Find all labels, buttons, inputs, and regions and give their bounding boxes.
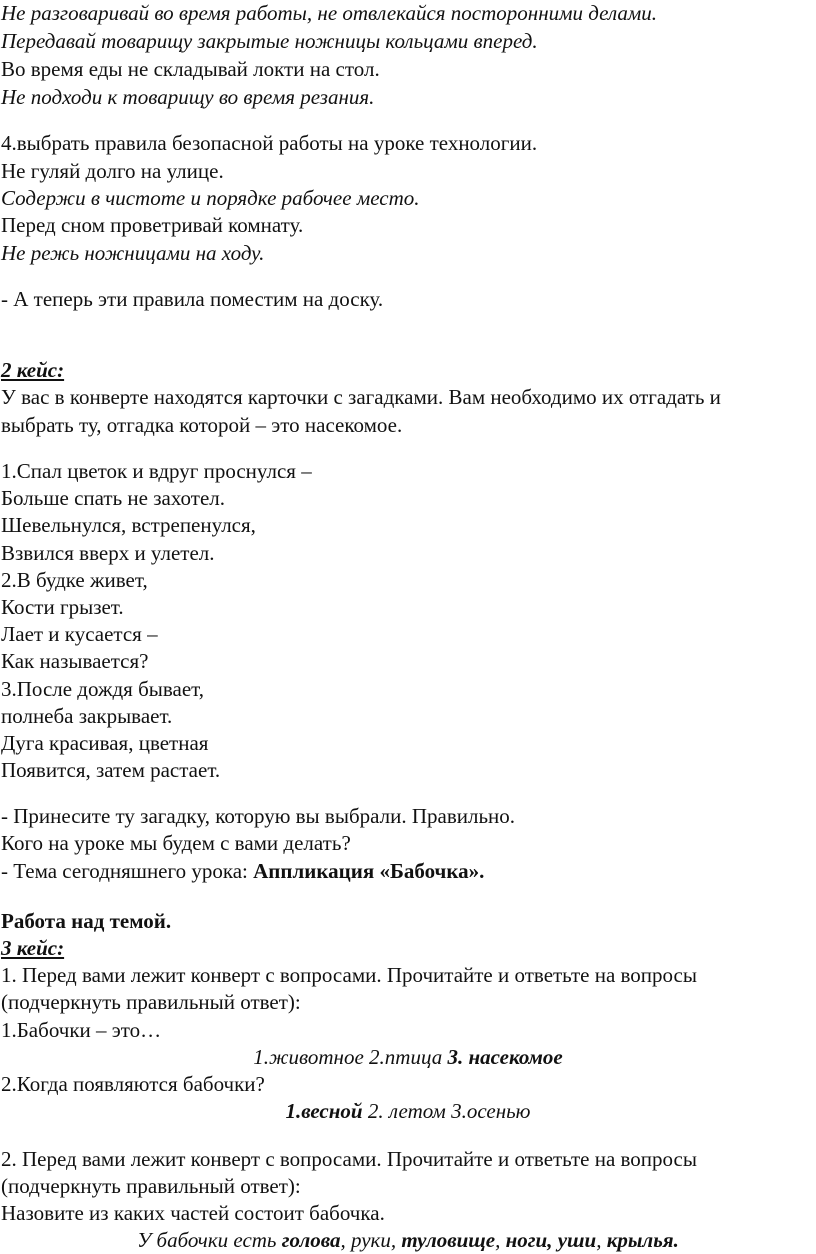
riddle-line: Появится, затем растает. xyxy=(1,758,221,782)
paragraph-line: - А теперь эти правила поместим на доску. xyxy=(1,287,384,311)
correct-answer: крылья. xyxy=(606,1228,679,1252)
text-fragment: , руки, xyxy=(340,1228,402,1252)
paragraph-line: (подчеркнуть правильный ответ): xyxy=(1,1174,301,1198)
riddle-line: Лает и кусается – xyxy=(1,622,158,646)
riddle-line: Кости грызет. xyxy=(1,595,124,619)
butterfly-parts-line xyxy=(0,1227,816,1254)
riddle-line: Шевельнулся, встрепенулся, xyxy=(1,513,256,537)
rule-line: Не режь ножницами на ходу. xyxy=(1,241,265,265)
correct-answer: голова xyxy=(281,1228,341,1252)
rule-line: Не гуляй долго на улице. xyxy=(1,159,224,183)
correct-answer: ноги, уши xyxy=(505,1228,597,1252)
riddle-line: 2.В будке живет, xyxy=(1,568,148,592)
rule-line: Содержи в чистоте и порядке рабочее место. xyxy=(1,186,420,210)
paragraph-line: У вас в конверте находятся карточки с загадками. Вам необходимо их отгадать и xyxy=(1,385,721,409)
riddle-line: Дуга красивая, цветная xyxy=(1,731,209,755)
riddle-line: полнеба закрывает. xyxy=(1,704,173,728)
riddle-line: 1.Спал цветок и вдруг проснулся – xyxy=(1,459,312,483)
riddle-line: Больше спать не захотел. xyxy=(1,486,225,510)
correct-answer: туловище xyxy=(401,1228,496,1252)
rule-line: Не подходи к товарищу во время резания. xyxy=(1,85,375,109)
riddle-line: Как называется? xyxy=(1,649,149,673)
question-line: 1.Бабочки – это… xyxy=(1,1018,162,1042)
paragraph-line: (подчеркнуть правильный ответ): xyxy=(1,990,301,1014)
paragraph-line: 1. Перед вами лежит конверт с вопросами. Прочитайте и ответьте на вопросы xyxy=(1,963,697,987)
options-text: 2. летом 3.осенью xyxy=(362,1099,531,1123)
paragraph-line: - Принесите ту загадку, которую вы выбрали. Правильно. xyxy=(1,804,516,828)
case3-heading: 3 кейс: xyxy=(1,936,65,960)
riddle-line: 3.После дождя бывает, xyxy=(1,677,204,701)
text-fragment: У бабочки есть xyxy=(137,1228,282,1252)
correct-answer: 1.весной xyxy=(285,1099,363,1123)
riddle-line: Взвился вверх и улетел. xyxy=(1,541,215,565)
topic-prefix: - Тема сегодняшнего урока: xyxy=(1,859,254,883)
options-text: 1.животное 2.птица xyxy=(253,1045,448,1069)
rule-line: Передавай товарищу закрытые ножницы кольцами вперед. xyxy=(1,29,538,53)
topic-title: Аппликация «Бабочка». xyxy=(253,859,485,883)
answer-options xyxy=(0,1098,816,1125)
case2-heading: 2 кейс: xyxy=(1,358,65,382)
text-fragment: , xyxy=(596,1228,607,1252)
question-line: 2.Когда появляются бабочки? xyxy=(1,1072,265,1096)
paragraph-line: Кого на уроке мы будем с вами делать? xyxy=(1,831,351,855)
rule-line: Не разговаривай во время работы, не отвлекайся посторонними делами. xyxy=(1,1,658,25)
answer-options xyxy=(0,1044,816,1071)
text-fragment: , xyxy=(495,1228,506,1252)
work-heading: Работа над темой. xyxy=(1,909,172,933)
rule-line: Перед сном проветривай комнату. xyxy=(1,213,304,237)
paragraph-line: 2. Перед вами лежит конверт с вопросами. Прочитайте и ответьте на вопросы xyxy=(1,1147,697,1171)
lesson-topic-line xyxy=(1,858,484,885)
rule-line: Во время еды не складывай локти на стол. xyxy=(1,57,380,81)
task-line: 4.выбрать правила безопасной работы на уроке технологии. xyxy=(1,131,538,155)
correct-answer: 3. насекомое xyxy=(447,1045,563,1069)
question-line: Назовите из каких частей состоит бабочка. xyxy=(1,1201,385,1225)
paragraph-line: выбрать ту, отгадка которой – это насекомое. xyxy=(1,413,403,437)
